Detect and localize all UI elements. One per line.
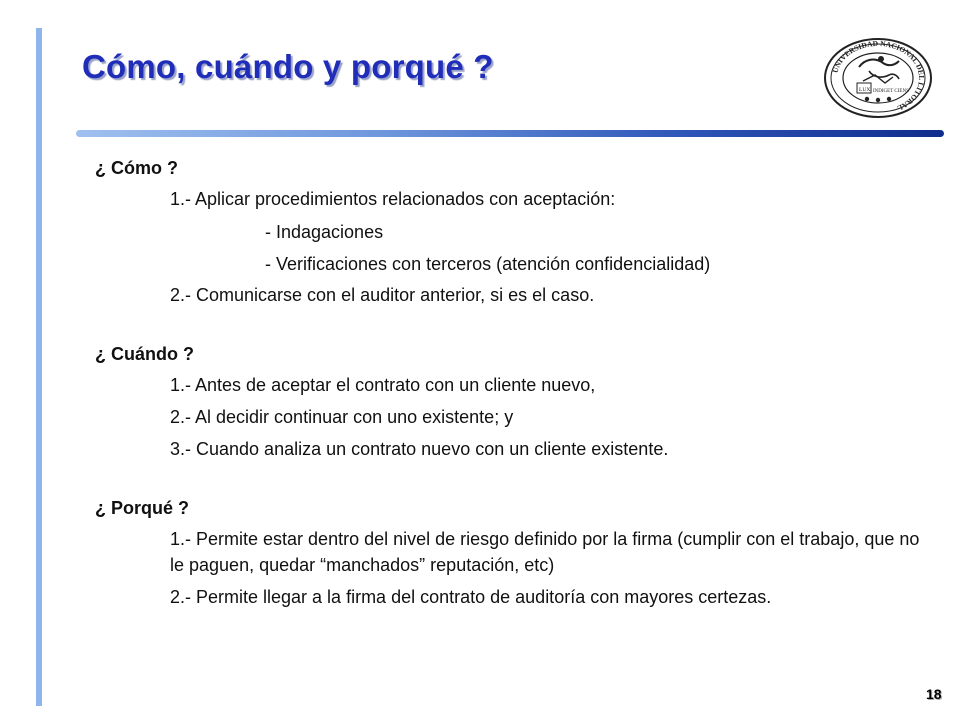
porque-item-1: 1.- Permite estar dentro del nivel de riesgo definido por la firma (cumplir con el trabajo, que no le paguen, quedar “manchados” reputación, etc) [170,529,920,575]
university-seal-logo [823,37,933,119]
cuando-item-3: 3.- Cuando analiza un contrato nuevo con un cliente existente. [170,439,669,459]
title-underline-rule [76,130,944,137]
slide-body [95,152,925,614]
section-heading-como: ¿ Cómo ? [95,158,178,178]
spacer [95,466,925,492]
spacer [95,312,925,338]
como-item-1: 1.- Aplicar procedimientos relacionados con aceptación: [170,189,616,209]
porque-item-2: 2.- Permite llegar a la firma del contrato de auditoría con mayores certezas. [170,587,772,607]
section-heading-porque: ¿ Porqué ? [95,498,189,518]
seal-ring-text: UNIVERSIDAD NACIONAL DEL LITORAL [830,38,927,113]
left-accent-bar [36,28,42,706]
cuando-item-2: 2.- Al decidir continuar con uno existente; y [170,407,514,427]
slide-title: Cómo, cuándo y porqué ? [82,48,494,85]
svg-text:INDIGET CIENS: INDIGET CIENS [873,89,909,94]
svg-text:LUX: LUX [859,87,871,93]
como-subitem-2: - Verificaciones con terceros (atención confidencialidad) [265,254,711,274]
page-number: 18 [926,686,942,702]
seal-icon [823,37,933,119]
como-subitem-1: - Indagaciones [265,222,384,242]
section-heading-cuando: ¿ Cuándo ? [95,344,194,364]
cuando-item-1: 1.- Antes de aceptar el contrato con un cliente nuevo, [170,375,596,395]
como-item-2: 2.- Comunicarse con el auditor anterior, si es el caso. [170,285,595,305]
